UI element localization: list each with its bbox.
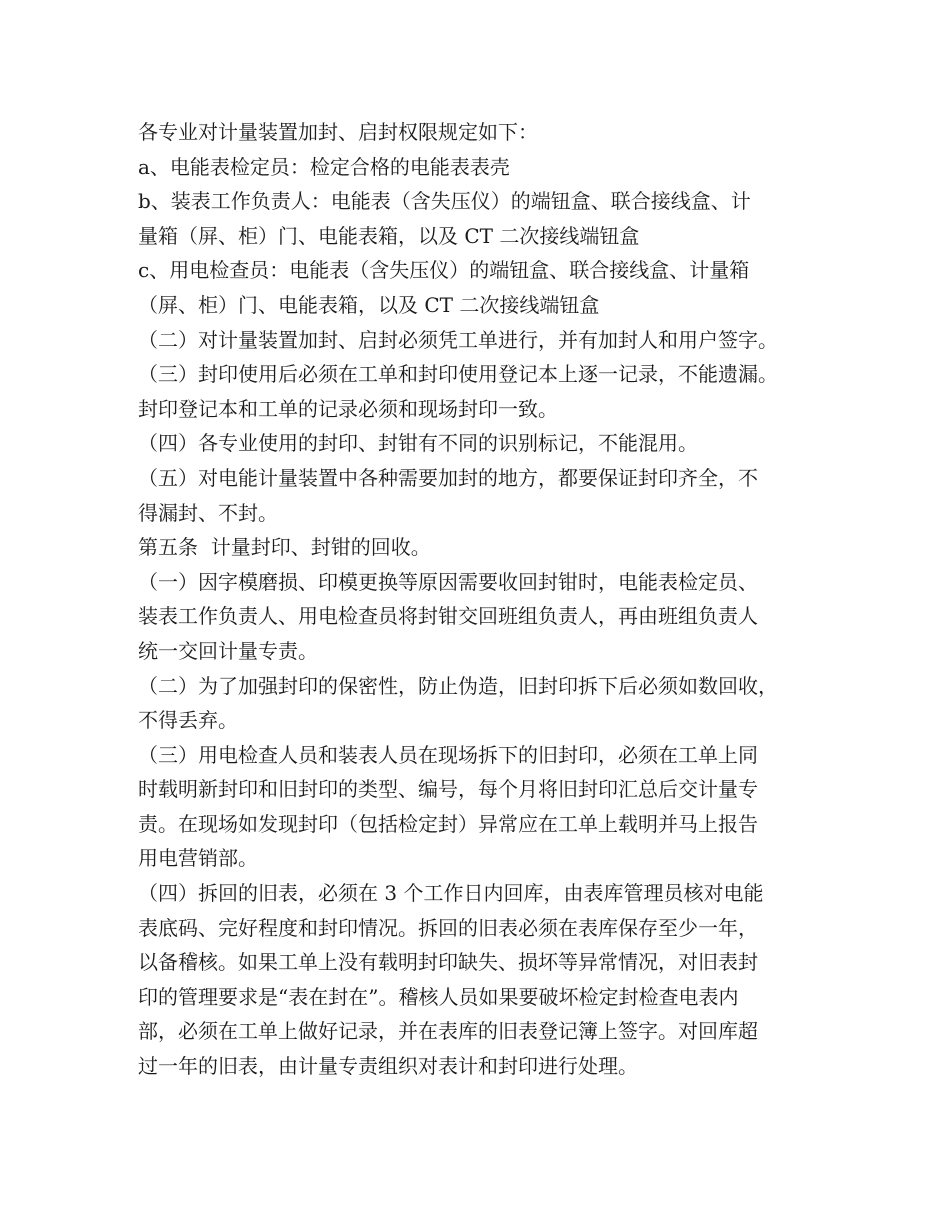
text-line: （四）各专业使用的封印、封钳有不同的识别标记，不能混用。: [138, 431, 698, 456]
text-line: 量箱（屏、柜）门、电能表箱，以及 CT 二次接线端钮盒: [138, 223, 640, 248]
text-line: （二）对计量装置加封、启封必须凭工单进行，并有加封人和用户签字。: [138, 327, 778, 352]
text-line: 时载明新封印和旧封印的类型、编号，每个月将旧封印汇总后交计量专: [138, 777, 758, 802]
text-line: 不得丢弃。: [138, 708, 238, 733]
text-line: 封印登记本和工单的记录必须和现场封印一致。: [138, 396, 558, 421]
text-line: （四）拆回的旧表，必须在 3 个工作日内回库，由表库管理员核对电能: [138, 881, 764, 906]
text-line: （一）因字模磨损、印模更换等原因需要收回封钳时，电能表检定员、: [138, 569, 758, 594]
text-line: a、电能表检定员：检定合格的电能表表壳: [138, 154, 510, 179]
text-line: 各专业对计量装置加封、启封权限规定如下：: [138, 120, 538, 144]
text-line: 用电营销部。: [138, 846, 258, 871]
document-body: [138, 115, 838, 1084]
text-line: 得漏封、不封。: [138, 500, 278, 525]
text-line: 过一年的旧表，由计量专责组织对表计和封印进行处理。: [138, 1054, 638, 1079]
text-line: （二）为了加强封印的保密性，防止伪造，旧封印拆下后必须如数回收，: [138, 673, 778, 698]
text-line: b、装表工作负责人：电能表（含失压仪）的端钮盒、联合接线盒、计: [138, 189, 751, 214]
text-line: 责。在现场如发现封印（包括检定封）异常应在工单上载明并马上报告: [138, 811, 758, 836]
text-line: 表底码、完好程度和封印情况。拆回的旧表必须在表库保存至少一年，: [138, 915, 758, 940]
section-heading: 第五条 计量封印、封钳的回收。: [138, 535, 431, 560]
text-line: 统一交回计量专责。: [138, 638, 318, 663]
text-line: c、用电检查员：电能表（含失压仪）的端钮盒、联合接线盒、计量箱: [138, 258, 750, 283]
text-line: 以备稽核。如果工单上没有载明封印缺失、损坏等异常情况，对旧表封: [138, 950, 758, 975]
text-line: 装表工作负责人、用电检查员将封钳交回班组负责人，再由班组负责人: [138, 604, 758, 629]
text-line: 部，必须在工单上做好记录，并在表库的旧表登记簿上签字。对回库超: [138, 1019, 758, 1044]
text-line: （三）封印使用后必须在工单和封印使用登记本上逐一记录，不能遗漏。: [138, 362, 778, 387]
text-line: （屏、柜）门、电能表箱，以及 CT 二次接线端钮盒: [138, 292, 600, 317]
text-line: （五）对电能计量装置中各种需要加封的地方，都要保证封印齐全，不: [138, 465, 758, 490]
text-line: 印的管理要求是“表在封在”。稽核人员如果要破坏检定封检查电表内: [138, 984, 739, 1009]
text-line: （三）用电检查人员和装表人员在现场拆下的旧封印，必须在工单上同: [138, 742, 758, 767]
